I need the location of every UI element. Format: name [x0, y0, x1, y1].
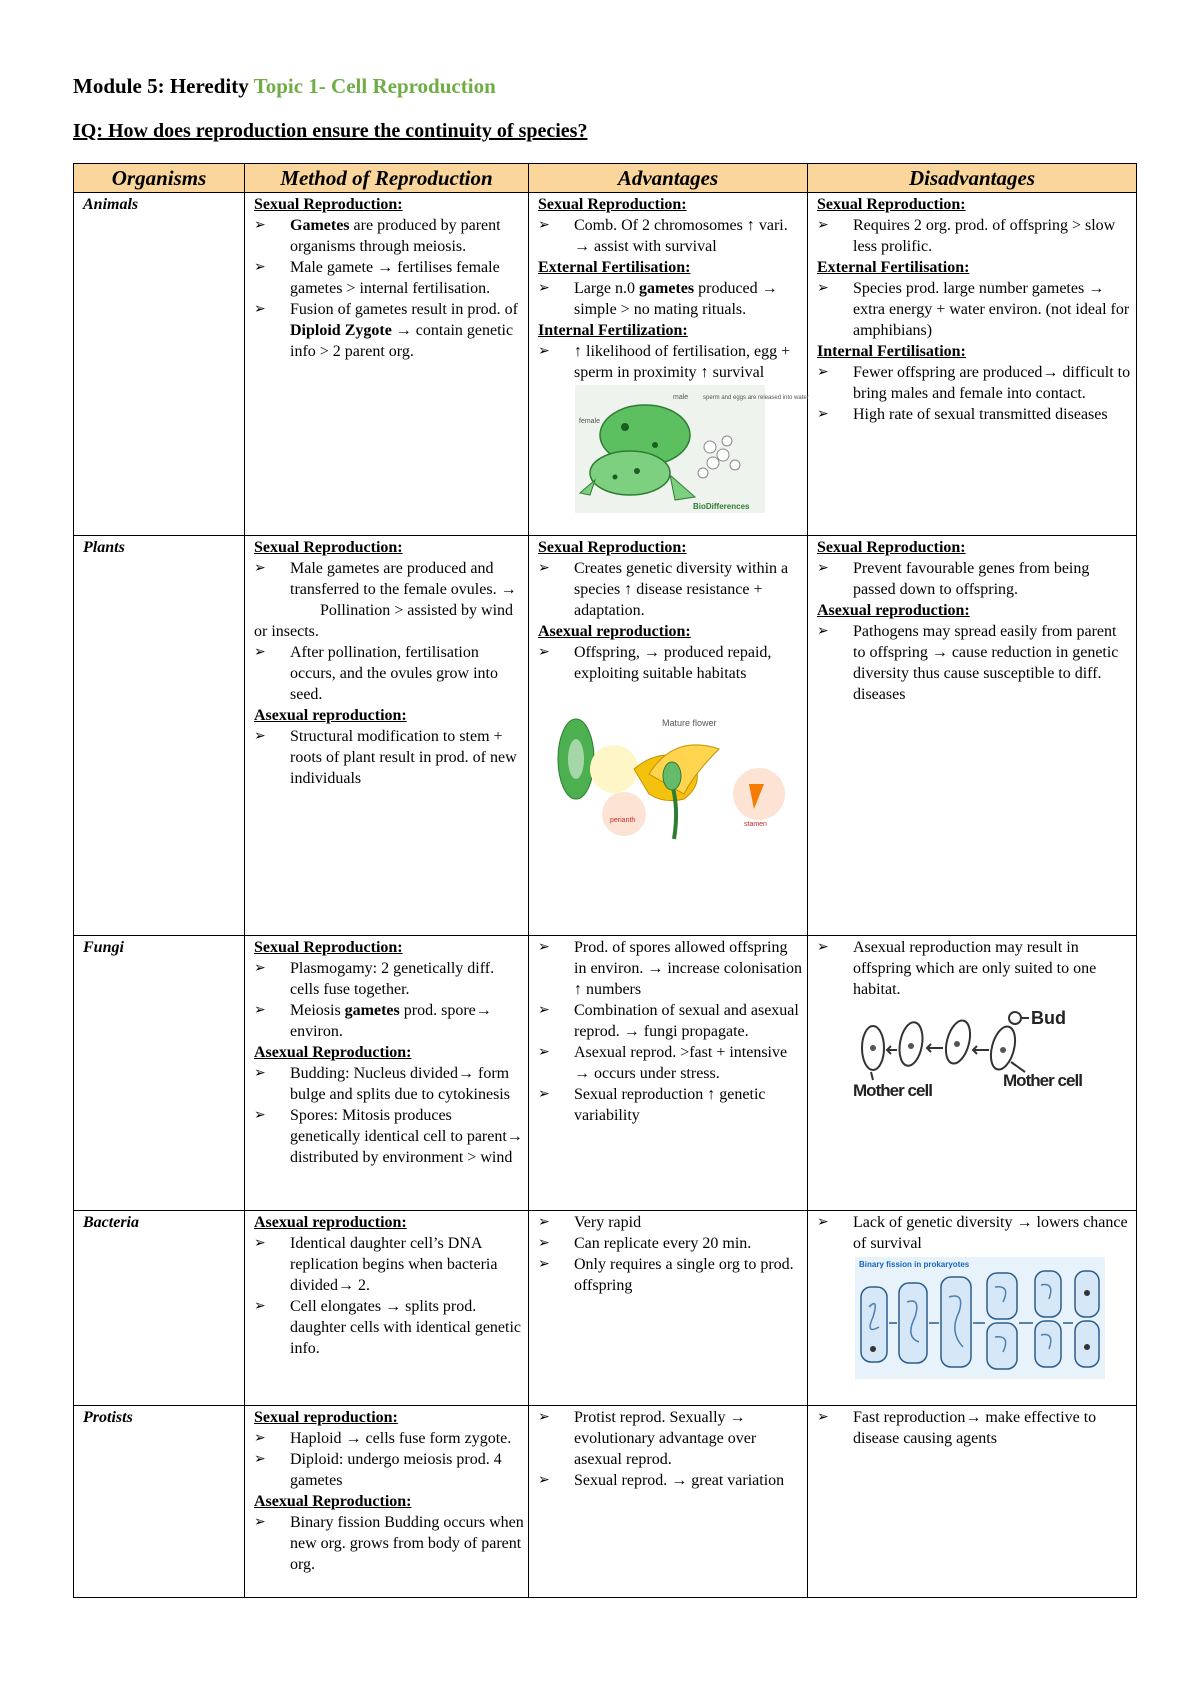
- topic-label: Topic 1- Cell Reproduction: [253, 74, 496, 98]
- list-item: ➢ Comb. Of 2 chromosomes ↑ vari. → assist with survival: [538, 215, 803, 257]
- list-item: ➢ High rate of sexual transmitted diseases: [817, 404, 1132, 425]
- table-row-animals: [74, 193, 1137, 536]
- bold-term: gametes: [639, 280, 695, 297]
- stamen-label: stamen: [744, 821, 767, 828]
- plants-advantages-cell: [529, 536, 808, 936]
- table-header-row: [74, 164, 1137, 193]
- list-item: ➢ Structural modification to stem + roots of plant result in prod. of new individuals: [254, 726, 524, 789]
- subheading: Asexual reproduction:: [817, 602, 970, 619]
- list-item: ➢ Asexual reprod. >fast + intensive → occurs under stress.: [538, 1042, 803, 1084]
- list-item: ➢ Budding: Nucleus divided→ form bulge and splits due to cytokinesis: [254, 1063, 524, 1105]
- bold-term: Gametes: [290, 217, 350, 234]
- fungi-method-cell: [245, 936, 529, 1211]
- plants-disadvantages-cell: [808, 536, 1137, 936]
- item-text: prod. spore→ environ.: [290, 1002, 492, 1040]
- flower-caption: Mature flower: [662, 718, 717, 728]
- item-text: Meiosis: [290, 1002, 345, 1019]
- list-item: [254, 1000, 524, 1042]
- subheading: External Fertilisation:: [817, 259, 970, 276]
- item-text: are produced by parent organisms through meiosis.: [290, 217, 501, 255]
- table-row-bacteria: [74, 1211, 1137, 1406]
- list-item: ➢ Binary fission Budding occurs when new org. grows from body of parent org.: [254, 1512, 524, 1575]
- organism-protists: Protists: [74, 1406, 245, 1598]
- list-item: ➢ Male gametes are produced and transferred to the female ovules. →: [254, 558, 524, 600]
- header-organisms: Organisms: [74, 164, 245, 193]
- subheading: Asexual reproduction:: [254, 1214, 407, 1231]
- bullet-list: [538, 1407, 803, 1491]
- module-label: Module 5: Heredity: [73, 74, 249, 98]
- bullet-list: [254, 215, 524, 362]
- organism-fungi: Fungi: [74, 936, 245, 1211]
- bullet-list: [817, 621, 1132, 705]
- bullet-list: [254, 1512, 524, 1575]
- bullet-list: [254, 642, 524, 705]
- bullet-list: [817, 1407, 1132, 1449]
- bullet-list: [538, 1212, 803, 1296]
- bullet-list: [538, 642, 803, 684]
- binary-fission-figure: [855, 1257, 1105, 1379]
- list-item: ➢ Male gamete → fertilises female gametes > internal fertilisation.: [254, 257, 524, 299]
- bullet-list: [254, 958, 524, 1042]
- plants-method-cell: [245, 536, 529, 936]
- organism-animals: Animals: [74, 193, 245, 536]
- bullet-list: [254, 1233, 524, 1359]
- bullet-list: [817, 278, 1132, 341]
- list-item: ➢ Only requires a single org to prod. offspring: [538, 1254, 803, 1296]
- list-item: [538, 278, 803, 320]
- bold-term: gametes: [344, 1002, 400, 1019]
- subheading: Asexual Reproduction:: [254, 1493, 412, 1510]
- list-item: ➢ Plasmogamy: 2 genetically diff. cells fuse together.: [254, 958, 524, 1000]
- list-item: ➢ ↑ likelihood of fertilisation, egg + sperm in proximity ↑ survival: [538, 341, 803, 383]
- frog-brand-label: BioDifferences: [693, 502, 750, 511]
- list-item: ➢ Protist reprod. Sexually → evolutionary advantage over asexual reprod.: [538, 1407, 803, 1470]
- subheading: Sexual Reproduction:: [254, 196, 403, 213]
- protists-disadvantages-cell: [808, 1406, 1137, 1598]
- subheading: Asexual reproduction:: [254, 707, 407, 724]
- list-item: ➢ Creates genetic diversity within a species ↑ disease resistance + adaptation.: [538, 558, 803, 621]
- reproduction-table: [73, 163, 1137, 1598]
- table-row-plants: [74, 536, 1137, 936]
- continuation-text: Pollination > assisted by wind or insects.: [254, 602, 514, 640]
- frog-eggs-label: sperm and eggs are released into water: [703, 395, 809, 401]
- bullet-list: [817, 215, 1132, 257]
- list-item: ➢ Fast reproduction→ make effective to disease causing agents: [817, 1407, 1132, 1449]
- list-item: ➢ Identical daughter cell’s DNA replication begins when bacteria divided→ 2.: [254, 1233, 524, 1296]
- list-item: ➢ After pollination, fertilisation occurs, and the ovules grow into seed.: [254, 642, 524, 705]
- list-item: ➢ Cell elongates → splits prod. daughter cells with identical genetic info.: [254, 1296, 524, 1359]
- protists-advantages-cell: [529, 1406, 808, 1598]
- list-item: ➢ Pathogens may spread easily from parent to offspring → cause reduction in genetic diversity thus cause susceptible to diff. diseases: [817, 621, 1132, 705]
- list-item: ➢ Species prod. large number gametes → extra energy + water environ. (not ideal for amphibians): [817, 278, 1132, 341]
- table-row-protists: [74, 1406, 1137, 1598]
- list-item: ➢ Fewer offspring are produced→ difficult to bring males and female into contact.: [817, 362, 1132, 404]
- item-text: Fusion of gametes result in prod. of: [290, 301, 518, 318]
- list-item: ➢ Prevent favourable genes from being passed down to offspring.: [817, 558, 1132, 600]
- bullet-list: [538, 215, 803, 257]
- bullet-list: [254, 726, 524, 789]
- bullet-list: [817, 1212, 1132, 1254]
- module-title: [73, 74, 496, 99]
- bacteria-method-cell: [245, 1211, 529, 1406]
- list-item: ➢ Sexual reprod. → great variation: [538, 1470, 803, 1491]
- subheading: Sexual Reproduction:: [254, 939, 403, 956]
- protists-method-cell: [245, 1406, 529, 1598]
- flower-figure: [554, 714, 784, 844]
- bacteria-disadvantages-cell: [808, 1211, 1137, 1406]
- list-item: [254, 299, 524, 362]
- bud-label: Bud: [1031, 1008, 1066, 1028]
- item-text: → contain genetic info > 2 parent org.: [290, 322, 514, 360]
- subheading: Asexual reproduction:: [538, 623, 691, 640]
- mother-cell-right-label: Mother cell: [1003, 1071, 1083, 1090]
- animals-method-cell: [245, 193, 529, 536]
- bullet-list: [254, 1063, 524, 1168]
- mother-cell-left-label: Mother cell: [853, 1081, 933, 1100]
- list-item: ➢ Diploid: undergo meiosis prod. 4 gametes: [254, 1449, 524, 1491]
- frog-reproduction-figure: [575, 385, 809, 513]
- header-method: Method of Reproduction: [245, 164, 529, 193]
- header-disadvantages: Disadvantages: [808, 164, 1137, 193]
- list-item: ➢ Prod. of spores allowed offspring in environ. → increase colonisation ↑ numbers: [538, 937, 803, 1000]
- subheading: Sexual Reproduction:: [538, 539, 687, 556]
- yeast-budding-figure: [853, 1010, 1093, 1110]
- subheading: Sexual reproduction:: [254, 1409, 398, 1426]
- inquiry-question: IQ: How does reproduction ensure the continuity of species?: [73, 120, 588, 142]
- perianth-label: perianth: [610, 817, 636, 824]
- fungi-disadvantages-cell: [808, 936, 1137, 1211]
- subheading: Asexual Reproduction:: [254, 1044, 412, 1061]
- frog-male-label: male: [673, 394, 689, 401]
- bullet-list: [254, 558, 524, 600]
- organism-plants: Plants: [74, 536, 245, 936]
- list-item: ➢ Can replicate every 20 min.: [538, 1233, 803, 1254]
- list-item: ➢ Asexual reproduction may result in offspring which are only suited to one habitat.: [817, 937, 1132, 1000]
- subheading: Sexual Reproduction:: [538, 196, 687, 213]
- table-row-fungi: [74, 936, 1137, 1211]
- animals-advantages-cell: [529, 193, 808, 536]
- subheading: Internal Fertilization:: [538, 322, 688, 339]
- list-item: [254, 215, 524, 257]
- bullet-list: [817, 937, 1132, 1000]
- bacteria-advantages-cell: [529, 1211, 808, 1406]
- list-item: ➢ Sexual reproduction ↑ genetic variability: [538, 1084, 803, 1126]
- pistil-label: pistil: [606, 741, 621, 748]
- subheading: External Fertilisation:: [538, 259, 691, 276]
- bullet-list: [538, 278, 803, 320]
- fission-caption: Binary fission in prokaryotes: [859, 1260, 970, 1269]
- subheading: Sexual Reproduction:: [254, 539, 403, 556]
- list-item: ➢ Spores: Mitosis produces genetically identical cell to parent→ distributed by environment > wind: [254, 1105, 524, 1168]
- bullet-list: [817, 558, 1132, 600]
- list-item: ➢ Haploid → cells fuse form zygote.: [254, 1428, 524, 1449]
- bullet-list: [538, 937, 803, 1126]
- subheading: Sexual Reproduction:: [817, 539, 966, 556]
- header-advantages: Advantages: [529, 164, 808, 193]
- list-item: ➢ Requires 2 org. prod. of offspring > slow less prolific.: [817, 215, 1132, 257]
- subheading: Internal Fertilisation:: [817, 343, 966, 360]
- list-item: ➢ Very rapid: [538, 1212, 803, 1233]
- bullet-list: [538, 341, 803, 383]
- list-item: ➢ Offspring, → produced repaid, exploiting suitable habitats: [538, 642, 803, 684]
- bullet-list: [538, 558, 803, 621]
- list-item: ➢ Lack of genetic diversity → lowers chance of survival: [817, 1212, 1132, 1254]
- bold-term: Diploid Zygote: [290, 322, 392, 339]
- organism-bacteria: Bacteria: [74, 1211, 245, 1406]
- list-item: ➢ Combination of sexual and asexual reprod. → fungi propagate.: [538, 1000, 803, 1042]
- animals-disadvantages-cell: [808, 193, 1137, 536]
- bullet-list: [817, 362, 1132, 425]
- item-text: produced → simple > no mating rituals.: [574, 280, 778, 318]
- frog-female-label: female: [579, 418, 601, 425]
- item-text: Large n.0: [574, 280, 640, 297]
- bullet-list: [254, 1428, 524, 1491]
- fungi-advantages-cell: [529, 936, 808, 1211]
- subheading: Sexual Reproduction:: [817, 196, 966, 213]
